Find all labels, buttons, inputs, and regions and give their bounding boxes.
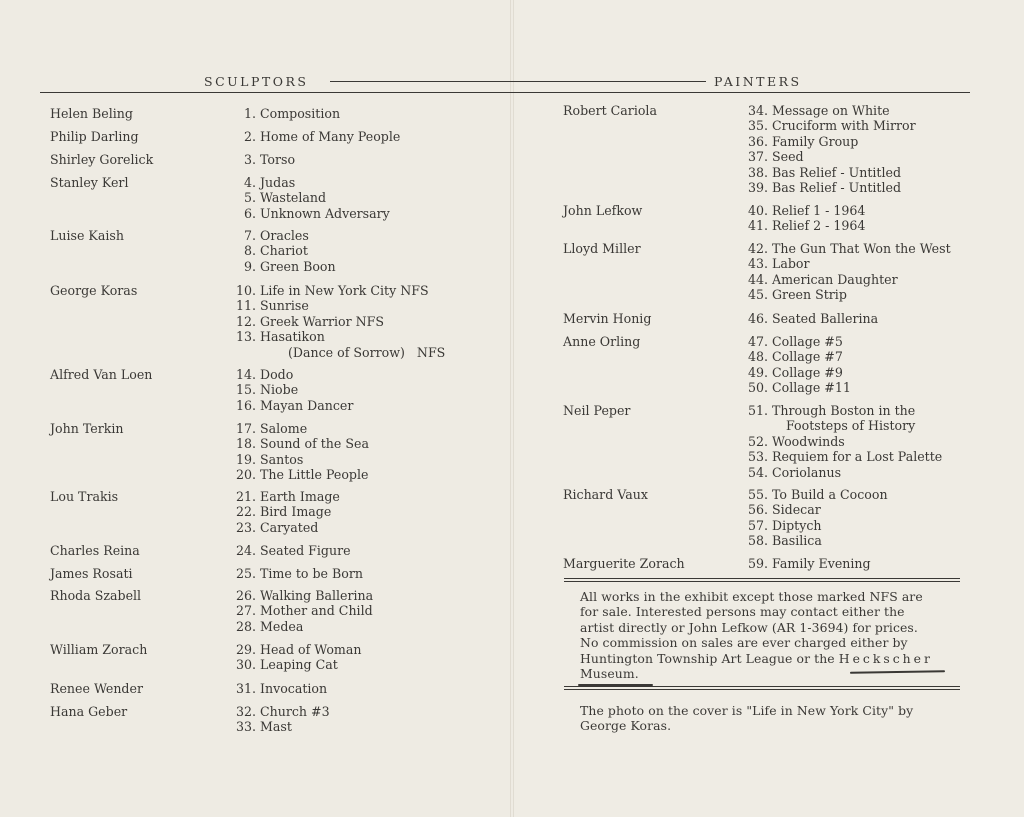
work-entry (226, 520, 318, 535)
work-number: 44. (747, 271, 768, 287)
artist-name: Neil Peper (563, 403, 631, 418)
work-number: 23. (235, 519, 256, 535)
work-entry (226, 175, 295, 190)
work-title: Church #3 (260, 704, 330, 719)
work-number: 8. (243, 243, 256, 259)
work-title: Torso (260, 152, 296, 167)
artist-name: Mervin Honig (563, 311, 652, 326)
work-entry (226, 228, 309, 243)
work-title: Collage #11 (772, 380, 851, 396)
work-number: 56. (747, 502, 768, 518)
work-title: Oracles (260, 228, 309, 243)
notice-line (580, 651, 960, 666)
work-entry (226, 489, 340, 504)
work-entry (226, 421, 307, 436)
work-entry (226, 367, 293, 382)
header-underline (40, 92, 970, 93)
work-number: 57. (747, 517, 768, 533)
work-number: 16. (235, 397, 256, 413)
work-number: 51. (747, 403, 768, 418)
work-number: 6. (243, 205, 256, 221)
work-title: Judas (260, 175, 296, 190)
work-entry (226, 206, 390, 221)
work-entry (226, 619, 303, 634)
work-entry (226, 398, 353, 413)
work-title: Home of Many People (260, 129, 401, 144)
work-number: 43. (747, 256, 768, 272)
work-entry (226, 719, 292, 734)
work-title: Labor (772, 256, 810, 272)
work-title: Wasteland (260, 190, 327, 206)
artist-name: Luise Kaish (50, 228, 124, 243)
artist-name: Rhoda Szabell (50, 588, 142, 603)
work-entry (738, 556, 871, 571)
work-entry (738, 380, 851, 395)
artist-name: Stanley Kerl (50, 175, 129, 190)
work-entry (226, 190, 326, 205)
work-title: Life in New York City NFS (260, 283, 429, 298)
artist-name: Charles Reina (50, 543, 140, 558)
work-entry (226, 382, 298, 397)
work-number: 41. (747, 218, 768, 234)
artist-name: Richard Vaux (563, 487, 648, 502)
cover-note-line: The photo on the cover is "Life in New York City" by (580, 703, 914, 718)
work-entry (226, 543, 351, 558)
work-title: Mayan Dancer (260, 397, 354, 413)
center-fold (510, 0, 514, 817)
artist-name: Alfred Van Loen (50, 367, 153, 382)
work-number: 4. (243, 175, 256, 190)
work-title: Seated Figure (260, 543, 351, 558)
notice-text: Huntington Township Art League or the (580, 650, 839, 666)
work-title: Composition (260, 106, 341, 121)
artist-name: Helen Beling (50, 106, 133, 121)
work-title: Sidecar (772, 502, 821, 518)
work-number: 17. (235, 421, 256, 436)
museum-name: Heckscher (838, 650, 933, 666)
work-title: Collage #9 (772, 364, 843, 380)
work-number: 19. (235, 451, 256, 467)
work-entry (226, 603, 373, 618)
work-number: 21. (235, 489, 256, 504)
work-entry (738, 103, 890, 118)
work-number: 13. (235, 329, 256, 345)
work-title: Caryated (260, 519, 319, 535)
work-title: Relief 2 - 1964 (772, 218, 866, 234)
work-title: Green Boon (260, 258, 336, 274)
work-entry (738, 241, 951, 256)
work-number: 9. (243, 258, 256, 274)
work-number: 14. (235, 367, 256, 382)
work-number: 29. (235, 642, 256, 657)
work-number: 10. (235, 283, 256, 298)
work-entry (226, 504, 331, 519)
work-title: Green Strip (772, 287, 847, 303)
work-title: Family Evening (772, 556, 871, 571)
sales-notice (580, 589, 960, 681)
work-number: 35. (747, 118, 768, 134)
notice-line: artist directly or John Lefkow (AR 1-3694) for prices. (580, 619, 918, 635)
work-title: Salome (260, 421, 308, 436)
work-number: 46. (747, 311, 768, 326)
work-entry (226, 588, 373, 603)
work-entry (738, 149, 804, 164)
work-title: Head of Woman (260, 642, 362, 657)
work-title: Unknown Adversary (260, 205, 390, 221)
work-number: 45. (747, 287, 768, 303)
work-title: Collage #7 (772, 349, 843, 365)
work-title: Invocation (260, 681, 328, 696)
work-number: 22. (235, 504, 256, 520)
work-number: 49. (747, 364, 768, 380)
work-entry (738, 434, 845, 449)
work-title: Woodwinds (772, 433, 845, 449)
work-title: Basilica (772, 533, 822, 549)
work-title: Mast (260, 719, 292, 735)
notice-line: Museum. (580, 666, 639, 682)
work-entry (738, 165, 901, 180)
artist-name: Shirley Gorelick (50, 152, 154, 167)
work-entry (738, 218, 865, 233)
work-entry (738, 349, 843, 364)
work-number: 53. (747, 449, 768, 465)
work-title: Mother and Child (260, 603, 373, 619)
double-rule (564, 686, 960, 690)
work-entry (226, 436, 369, 451)
work-number: 36. (747, 133, 768, 149)
work-title: Walking Ballerina (260, 588, 374, 603)
work-entry (738, 403, 915, 418)
work-title: The Little People (260, 467, 369, 483)
work-entry (226, 329, 325, 344)
work-entry (738, 118, 916, 133)
work-entry (226, 566, 363, 581)
work-title: Medea (260, 618, 304, 634)
work-number: 47. (747, 334, 768, 349)
work-number: 33. (235, 719, 256, 735)
sculptors-heading: SCULPTORS (204, 74, 309, 89)
work-entry (738, 502, 821, 517)
work-number: 12. (235, 313, 256, 329)
work-title: Bas Relief - Untitled (772, 164, 902, 180)
work-title-continuation: Footsteps of History (786, 418, 916, 434)
work-title: Time to be Born (260, 566, 363, 581)
work-number: 37. (747, 149, 768, 165)
work-number: 34. (747, 103, 768, 118)
work-number: 39. (747, 180, 768, 195)
work-title: Chariot (260, 243, 308, 259)
work-title: Bird Image (260, 504, 332, 520)
work-entry (226, 452, 303, 467)
work-number: 15. (235, 382, 256, 398)
work-entry (738, 449, 942, 464)
work-title: American Daughter (772, 271, 898, 287)
work-title: Family Group (772, 133, 859, 149)
work-number: 20. (235, 467, 256, 483)
artist-name: Lloyd Miller (563, 241, 641, 256)
work-number: 2. (243, 129, 256, 144)
work-title: Collage #5 (772, 334, 843, 349)
work-title: To Build a Cocoon (772, 487, 888, 502)
work-entry (226, 314, 384, 329)
work-title: Greek Warrior NFS (260, 313, 385, 329)
work-entry (226, 642, 362, 657)
artist-name: James Rosati (50, 566, 133, 581)
work-entry (738, 287, 847, 302)
painters-heading: PAINTERS (714, 74, 802, 89)
work-title: Sound of the Sea (260, 436, 369, 452)
artist-name: Lou Trakis (50, 489, 119, 504)
work-number: 18. (235, 436, 256, 452)
work-title: Dodo (260, 367, 294, 382)
work-number: 27. (235, 603, 256, 619)
work-title: Coriolanus (772, 464, 842, 480)
work-entry (226, 152, 295, 167)
work-entry (738, 272, 898, 287)
work-entry (738, 465, 841, 480)
work-number: 7. (243, 228, 256, 243)
work-number: 55. (747, 487, 768, 502)
work-title: Relief 1 - 1964 (772, 203, 866, 218)
work-number: 26. (235, 588, 256, 603)
work-title: Message on White (772, 103, 890, 118)
work-number: 31. (235, 681, 256, 696)
artist-name: John Lefkow (563, 203, 643, 218)
work-entry (226, 681, 327, 696)
work-entry (226, 259, 336, 274)
work-number: 48. (747, 349, 768, 365)
work-title-continuation: (Dance of Sorrow) NFS (288, 344, 446, 360)
artist-name: Anne Orling (563, 334, 641, 349)
artist-name: Philip Darling (50, 129, 139, 144)
notice-line: for sale. Interested persons may contact either the (580, 604, 905, 620)
work-title: Earth Image (260, 489, 340, 504)
cover-note-line: George Koras. (580, 718, 672, 734)
work-title: Bas Relief - Untitled (772, 180, 902, 195)
work-number: 58. (747, 533, 768, 549)
artist-name: George Koras (50, 283, 138, 298)
work-entry (226, 106, 340, 121)
work-number: 24. (235, 543, 256, 558)
work-number: 11. (235, 298, 256, 314)
work-title: Seated Ballerina (772, 311, 879, 326)
artist-name: Marguerite Zorach (563, 556, 685, 571)
work-number: 25. (235, 566, 256, 581)
work-entry (226, 129, 400, 144)
work-entry (738, 180, 901, 195)
artist-name: Hana Geber (50, 704, 128, 719)
work-title: Through Boston in the (772, 403, 916, 418)
work-number: 5. (243, 190, 256, 206)
work-entry (738, 334, 843, 349)
artist-name: Robert Cariola (563, 103, 657, 118)
work-entry (738, 203, 865, 218)
work-entry (738, 518, 822, 533)
work-title: Seed (772, 149, 804, 165)
work-entry (738, 311, 878, 326)
work-title: Diptych (772, 517, 822, 533)
work-entry (226, 243, 308, 258)
work-entry (226, 283, 429, 298)
work-number: 40. (747, 203, 768, 218)
work-title: Santos (260, 451, 304, 467)
work-number: 50. (747, 380, 768, 396)
work-entry (226, 657, 338, 672)
cover-note (580, 703, 960, 734)
work-title: Cruciform with Mirror (772, 118, 916, 134)
work-number: 3. (243, 152, 256, 167)
work-number: 38. (747, 164, 768, 180)
work-entry (226, 704, 330, 719)
work-entry (738, 487, 888, 502)
work-title: Leaping Cat (260, 657, 338, 673)
double-rule (564, 578, 960, 582)
work-entry (226, 298, 309, 313)
work-title: Requiem for a Lost Palette (772, 449, 943, 465)
heading-rule (330, 81, 706, 82)
work-number: 28. (235, 618, 256, 634)
work-entry (226, 467, 368, 482)
work-number: 54. (747, 464, 768, 480)
work-entry (738, 134, 858, 149)
work-number: 59. (747, 556, 768, 571)
work-number: 52. (747, 433, 768, 449)
work-title: Hasatikon (260, 329, 325, 345)
notice-line: All works in the exhibit except those marked NFS are (580, 589, 923, 604)
work-number: 32. (235, 704, 256, 719)
work-number: 42. (747, 241, 768, 256)
notice-line: No commission on sales are ever charged either by (580, 635, 908, 651)
artist-name: John Terkin (50, 421, 124, 436)
work-entry (738, 533, 822, 548)
work-number: 30. (235, 657, 256, 673)
work-title: Niobe (260, 382, 299, 398)
work-entry (738, 256, 810, 271)
work-title: Sunrise (260, 298, 309, 314)
work-number: 1. (243, 106, 256, 121)
work-title: The Gun That Won the West (772, 241, 951, 256)
work-entry (738, 365, 843, 380)
artist-name: Renee Wender (50, 681, 143, 696)
artist-name: William Zorach (50, 642, 148, 657)
